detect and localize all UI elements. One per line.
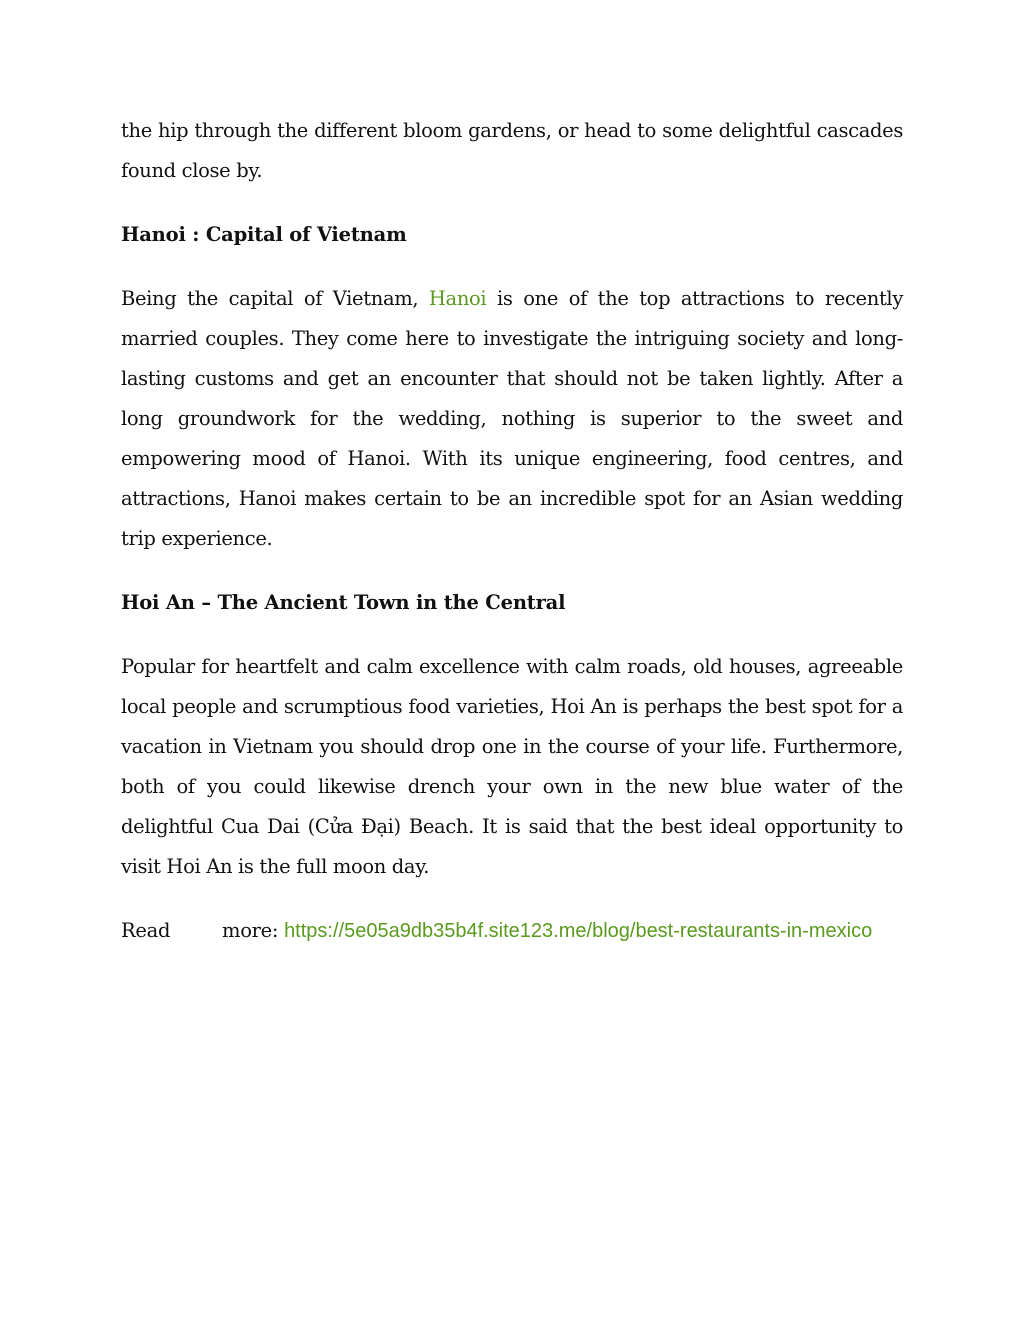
hanoi-paragraph — [121, 279, 903, 559]
spacer — [121, 191, 903, 215]
hoian-heading: Hoi An – The Ancient Town in the Central — [121, 591, 566, 614]
hoian-paragraph: Popular for heartfelt and calm excellence with calm roads, old houses, agreeable local people and scrumptious food varieties, Hoi An is perhaps the best spot for a vacation in Vietnam you should drop one in the course of your life. Furthermore, both of you could likewise drench your own in the new blue water of the delightful Cua Dai (Cửa Đại) Beach. It is said that the best ideal opportunity to visit Hoi An is the full moon day. — [121, 655, 903, 878]
read-more-line — [121, 911, 903, 951]
spacer — [121, 623, 903, 647]
hanoi-heading: Hanoi : Capital of Vietnam — [121, 223, 407, 246]
spacer — [121, 255, 903, 279]
intro-paragraph: the hip through the different bloom gardens, or head to some delightful cascades found close by. — [121, 119, 903, 182]
hanoi-link[interactable]: Hanoi — [428, 287, 487, 310]
hanoi-text-after: is one of the top attractions to recently married couples. They come here to investigate the intriguing society and long-lasting customs and get an encounter that should not be taken lightly. After a long groundwork for the wedding, nothing is superior to the sweet and empowering mood of Hanoi. With its unique engineering, food centres, and attractions, Hanoi makes certain to be an incredible spot for an Asian wedding trip experience. — [121, 287, 903, 550]
read-more-link[interactable]: https://5e05a9db35b4f.site123.me/blog/best-restaurants-in-mexico — [284, 920, 873, 942]
spacer — [121, 559, 903, 583]
more-label: more: — [222, 919, 285, 942]
read-label: Read — [121, 919, 171, 942]
spacer — [121, 887, 903, 911]
hanoi-text-before: Being the capital of Vietnam, — [121, 287, 429, 310]
document-page — [121, 111, 903, 951]
